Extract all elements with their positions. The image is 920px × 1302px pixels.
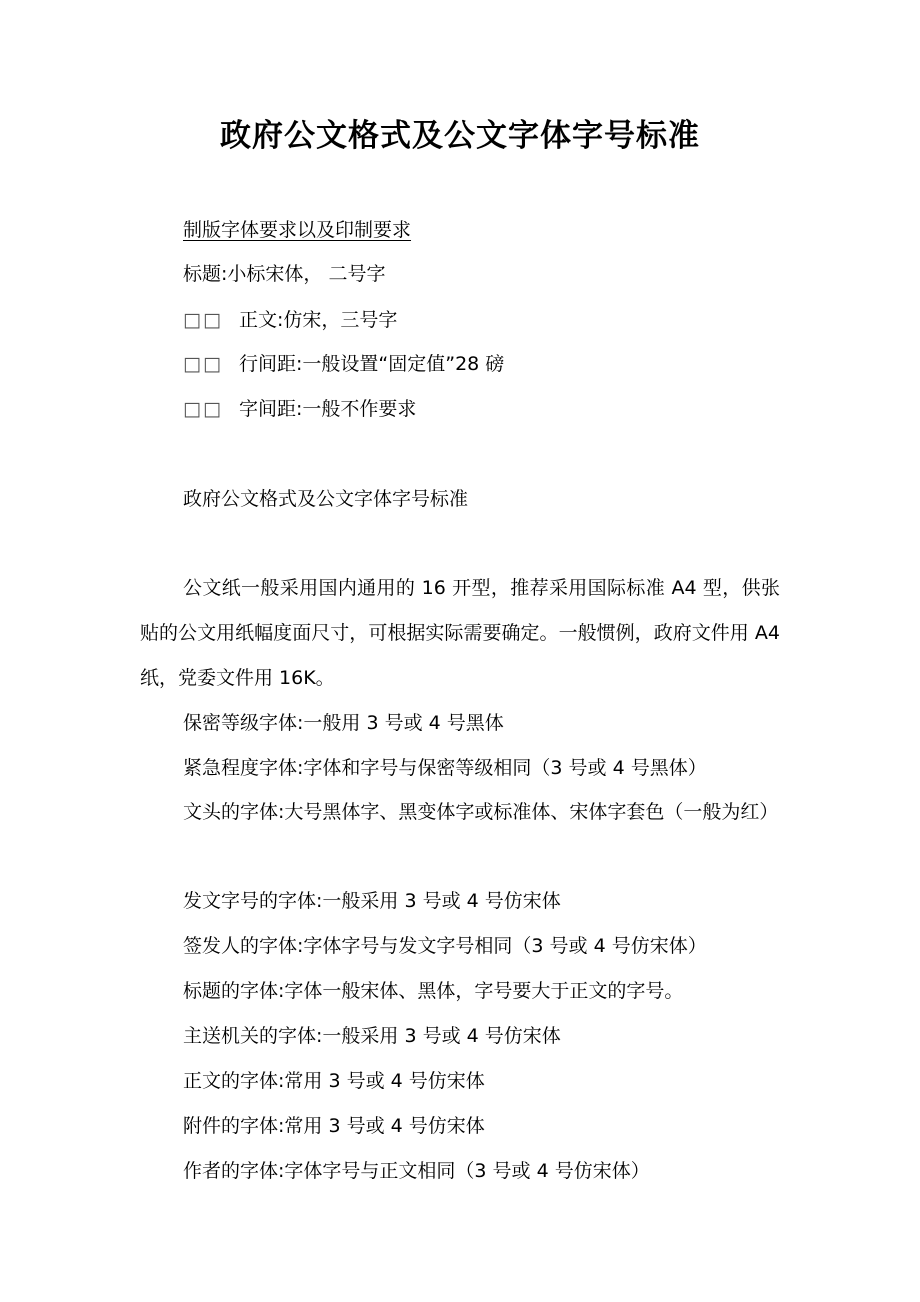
placeholder-glyphs: □□: [183, 353, 223, 375]
spec-line-spacing-row: [183, 350, 504, 378]
author-font: 作者的字体:字体字号与正文相同（3 号或 4 号仿宋体）: [183, 1160, 650, 1182]
header-font-paragraph: 文头的字体:大号黑体字、黑变体字或标准体、宋体字套色（一般为红）: [183, 801, 779, 823]
heading-font: 标题的字体:字体一般宋体、黑体，字号要大于正文的字号。: [183, 980, 684, 1002]
paper-size-paragraph: 公文纸一般采用国内通用的 16 开型，推荐采用国际标准 A4 型，供张贴的公文用纸幅度面尺寸，可根据实际需要确定。一般惯例，政府文件用 A4 纸，党委文件用 16K。: [140, 577, 780, 689]
spec-body-font: 正文:仿宋，三号字: [239, 309, 398, 331]
urgency-font: 紧急程度字体:字体和字号与保密等级相同（3 号或 4 号黑体）: [183, 757, 707, 779]
document-title: 政府公文格式及公文字体字号标准: [220, 118, 700, 154]
placeholder-glyphs: □□: [183, 398, 223, 420]
spec-line-spacing: 行间距:一般设置“固定值”28 磅: [239, 353, 505, 375]
placeholder-glyphs: □□: [183, 309, 223, 331]
spec-body-font-row: [183, 306, 397, 334]
section-heading-standard: 政府公文格式及公文字体字号标准: [183, 488, 469, 510]
document-number-font: 发文字号的字体:一般采用 3 号或 4 号仿宋体: [183, 890, 561, 912]
body-font: 正文的字体:常用 3 号或 4 号仿宋体: [183, 1070, 485, 1092]
attachment-font: 附件的字体:常用 3 号或 4 号仿宋体: [183, 1115, 485, 1137]
section-heading-typesetting: 制版字体要求以及印制要求: [183, 219, 412, 241]
signer-font: 签发人的字体:字体字号与发文字号相同（3 号或 4 号仿宋体）: [183, 935, 707, 957]
secrecy-level-font: 保密等级字体:一般用 3 号或 4 号黑体: [183, 712, 504, 734]
spec-title-font: 标题:小标宋体， 二号字: [183, 263, 386, 285]
recipient-font: 主送机关的字体:一般采用 3 号或 4 号仿宋体: [183, 1025, 561, 1047]
spec-char-spacing: 字间距:一般不作要求: [239, 398, 417, 420]
spec-char-spacing-row: [183, 395, 416, 423]
